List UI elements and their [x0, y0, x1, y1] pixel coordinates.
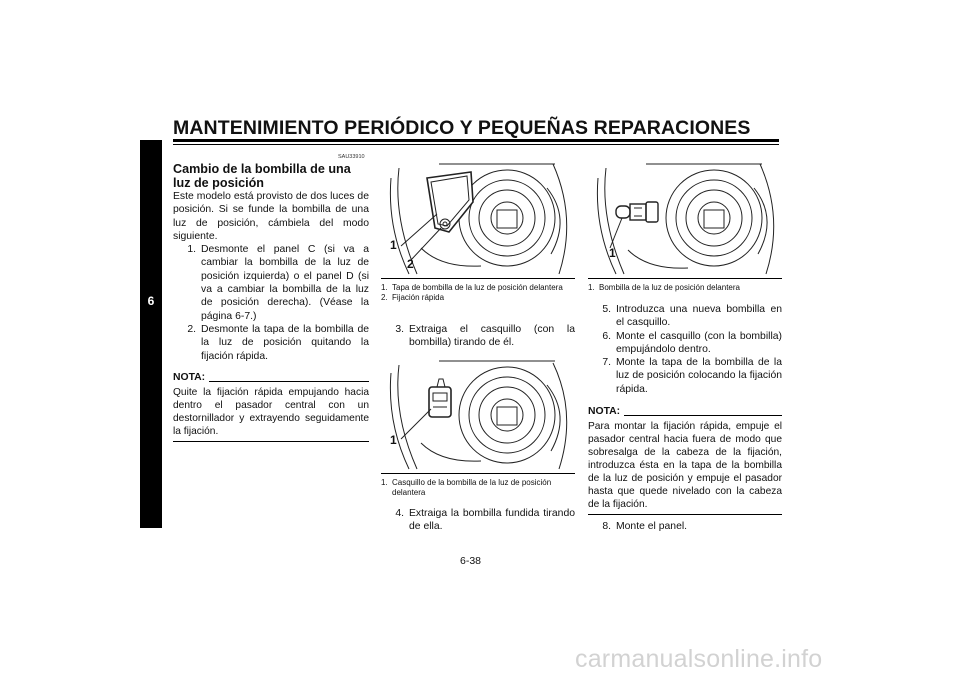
step-number: 1.: [187, 244, 196, 256]
step-text: Monte el panel.: [616, 521, 688, 533]
watermark: carmanualsonline.info: [575, 645, 823, 673]
caption-text: Bombilla de la luz de posición delantera: [599, 283, 740, 292]
list-item: [588, 520, 782, 533]
nota-text: Para montar la fijación rápida, empuje el pasador central hacia fuera de modo que sobresalga de la cabeza de la fijación, introduzca ésta en la tapa de la bombilla de la luz de posición y empuje el pasador hasta que quede nivelado con la cabeza de la fijación.: [588, 421, 782, 511]
step-number: 5.: [602, 304, 611, 315]
figure-1: [381, 158, 575, 279]
chapter-tab: [140, 140, 162, 528]
caption-item: [381, 283, 575, 293]
step-number: 3.: [395, 324, 404, 335]
list-item: [588, 330, 782, 357]
nota-heading: [173, 371, 369, 384]
step-text: Monte el casquillo (con la bombilla) empujándolo dentro.: [616, 330, 782, 355]
header-rule: [173, 139, 779, 142]
figure-2-caption: [381, 478, 575, 497]
section-code: SAU33910: [338, 154, 365, 160]
steps-list: [588, 303, 782, 396]
list-item: [588, 356, 782, 396]
nota-label: NOTA:: [588, 406, 621, 418]
nota-text: Quite la fijación rápida empujando hacia dentro el pasador central con un destornillador y extrayendo seguidamente la fijación.: [173, 387, 369, 438]
header-rule-thin: [173, 144, 779, 145]
caption-number: 1.: [381, 478, 388, 487]
step-number: 7.: [602, 357, 611, 369]
step-number: 2.: [187, 323, 196, 335]
caption-number: 1.: [381, 283, 388, 292]
figure-1-callout-2: 2: [407, 257, 414, 271]
caption-item: [381, 293, 575, 303]
figure-3: [588, 158, 782, 279]
nota-end-rule: [173, 441, 369, 442]
figure-2-callout-1: 1: [390, 433, 397, 447]
socket-illustration: [381, 357, 575, 473]
figure-1-callout-1: 1: [390, 238, 397, 252]
step-text: Extraiga el casquillo (con la bombilla) tirando de él.: [409, 324, 575, 349]
step-text: Desmonte el panel C (si va a cambiar la bombilla de la luz de posición izquierda) o el panel D (si va a cambiar la bombilla de la luz de posición derecha). (Véase la página 6-7.): [201, 244, 369, 322]
nota-heading: [588, 405, 782, 418]
list-item: [381, 323, 575, 350]
caption-item: [588, 283, 782, 293]
caption-text: Fijación rápida: [392, 292, 445, 302]
figure-3-callout-1: 1: [609, 246, 616, 260]
nota-box: [173, 371, 369, 442]
step-text: Introduzca una nueva bombilla en el casquillo.: [616, 304, 782, 329]
caption-item: [381, 478, 575, 497]
step-3: [381, 323, 575, 350]
step-text: Desmonte la tapa de la bombilla de la luz de posición quitando la fijación rápida.: [201, 323, 369, 362]
figure-2: [381, 357, 575, 474]
list-item: [381, 507, 575, 534]
nota-box: [588, 405, 782, 515]
step-number: 8.: [602, 521, 611, 533]
section-heading: Cambio de la bombilla de una luz de posición: [173, 162, 351, 190]
step-text: Monte la tapa de la bombilla de la luz de posición colocando la fijación rápida.: [616, 357, 782, 395]
caption-number: 2.: [381, 292, 388, 302]
chapter-tab-number: 6: [147, 294, 155, 308]
caption-number: 1.: [588, 283, 595, 292]
list-item: [173, 323, 369, 363]
step-8: [588, 520, 782, 533]
figure-3-caption: [588, 283, 782, 293]
list-item: [588, 303, 782, 330]
step-number: 4.: [395, 508, 404, 519]
intro-paragraph: Este modelo está provisto de dos luces de posición. Si se funde la bombilla de una luz de posición, cámbiela del modo siguiente.: [173, 191, 369, 242]
nota-end-rule: [588, 514, 782, 515]
list-item: [173, 243, 369, 323]
column-3: [588, 303, 782, 534]
bulb-illustration: [588, 158, 782, 278]
step-number: 6.: [602, 330, 611, 342]
column-1: [173, 190, 369, 442]
step-4: [381, 507, 575, 534]
page-number: 6-38: [460, 555, 482, 567]
nota-label: NOTA:: [173, 371, 206, 383]
figure-1-caption: [381, 283, 575, 302]
caption-text: Casquillo de la bombilla de la luz de posición delantera: [392, 478, 552, 497]
caption-text: Tapa de bombilla de la luz de posición delantera: [392, 283, 563, 292]
step-text: Extraiga la bombilla fundida tirando de ella.: [409, 508, 575, 533]
page-title: MANTENIMIENTO PERIÓDICO Y PEQUEÑAS REPARACIONES: [173, 117, 751, 139]
steps-list: [173, 243, 369, 363]
